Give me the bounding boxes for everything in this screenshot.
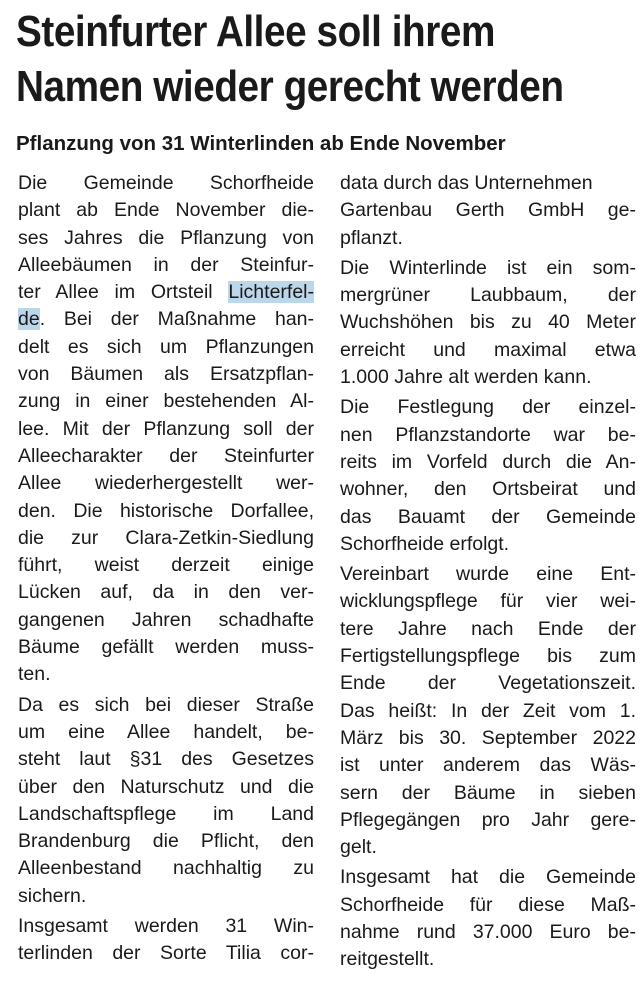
article-text-line: Insgesamt werden 31 Win-	[18, 915, 314, 938]
article-text-line: mergrüner Laubbaum, der	[340, 284, 636, 307]
article-text-line: sichern.	[18, 884, 87, 907]
article-text-line: plant ab Ende November die-	[18, 199, 314, 222]
article-text-line: delt es sich um Pflanzungen	[18, 335, 314, 358]
article-text-line: terlinden der Sorte Tilia cor-	[18, 942, 314, 965]
article-text-line: Gartenbau Gerth GmbH ge-	[340, 199, 636, 222]
article-text-line: ses Jahres die Pflanzung von	[18, 226, 314, 249]
article-text-line: das Bauamt der Gemeinde	[340, 505, 636, 528]
article-text-line: Pflegegängen pro Jahr gere-	[340, 808, 636, 831]
article-text-line: Ende der Vegetationszeit.	[340, 672, 636, 695]
text-fragment: ter Allee im Ortsteil	[18, 281, 229, 304]
article-text-line: die zur Clara-Zetkin-Siedlung	[18, 526, 314, 549]
article-text-line: Da es sich bei dieser Straße	[18, 693, 314, 716]
article-text-line: lee. Mit der Pflanzung soll der	[18, 417, 314, 440]
article-text-line: Allee wiederhergestellt wer-	[18, 472, 314, 495]
article-text-line: Alleebäumen in der Steinfur-	[18, 253, 314, 276]
article-column-right	[340, 170, 636, 974]
article-text-line: zung in einer bestehenden Al-	[18, 390, 314, 413]
article-text-line: tere Jahre nach Ende der	[340, 617, 636, 640]
article-text-line: führt, weist derzeit einige	[18, 554, 314, 577]
article-text-line: über den Naturschutz und die	[18, 775, 314, 798]
article-headline	[16, 4, 562, 114]
article-column-left	[18, 170, 314, 968]
article-text-line: wicklungspflege für vier wei-	[340, 590, 636, 613]
article-text-line: reits im Vorfeld durch die An-	[340, 450, 636, 473]
article-text-line: data durch das Unternehmen	[340, 172, 593, 194]
article-text-line: pflanzt.	[340, 226, 403, 249]
article-text-line: Alleecharakter der Steinfurter	[18, 444, 314, 467]
article-text-line: Die Festlegung der einzel-	[340, 396, 636, 419]
highlighted-text[interactable]: de	[18, 308, 40, 331]
article-text-line: gangenen Jahren schadhafte	[18, 608, 314, 631]
article-text-line: März bis 30. September 2022	[340, 726, 636, 749]
article-text-line: Insgesamt hat die Gemeinde	[340, 866, 636, 889]
article-text-line: steht laut §31 des Gesetzes	[18, 748, 314, 771]
headline-line-2: Namen wieder gerecht werden	[16, 62, 564, 111]
headline-line-1: Steinfurter Allee soll ihrem	[16, 7, 495, 56]
article-text-line: Die Gemeinde Schorfheide	[18, 172, 314, 194]
text-fragment: . Bei der Maßnahme han-	[39, 308, 314, 331]
article-text-line: von Bäumen als Ersatzpflan-	[18, 363, 314, 386]
article-text-line: Landschaftspflege im Land	[18, 802, 314, 825]
article-text-line: Brandenburg die Pflicht, den	[18, 830, 314, 853]
article-text-line: Alleenbestand nachhaltig zu	[18, 857, 314, 880]
article-text-line	[18, 306, 314, 333]
article-text-line: sern der Bäume in sieben	[340, 781, 636, 804]
article-text-line: Fertigstellungspflege bis zum	[340, 645, 636, 668]
article-text-line: nen Pflanzstandorte war be-	[340, 423, 636, 446]
article-text-line: Das heißt: In der Zeit vom 1.	[340, 699, 636, 722]
article-text-line: Lücken auf, da in den ver-	[18, 581, 314, 604]
article-text-line: um eine Allee handelt, be-	[18, 720, 314, 743]
article-text-line: Bäume gefällt werden muss-	[18, 636, 314, 659]
highlighted-text[interactable]: Lichterfel-	[228, 281, 314, 304]
article-text-line: Wuchshöhen bis zu 40 Meter	[340, 311, 636, 334]
article-text-line: den. Die historische Dorfallee,	[18, 499, 314, 522]
article-text-line: Die Winterlinde ist ein som-	[340, 256, 636, 279]
article-text-line: gelt.	[340, 836, 377, 859]
article-text-line	[18, 279, 314, 306]
article-text-line: 1.000 Jahre alt werden kann.	[340, 366, 592, 389]
article-text-line: ten.	[18, 663, 51, 686]
article-text-line: nahme rund 37.000 Euro be-	[340, 921, 636, 944]
article-text-line: erreicht und maximal etwa	[340, 338, 636, 361]
article-text-line: wohner, den Ortsbeirat und	[340, 478, 636, 501]
article-text-line: Schorfheide für diese Maß-	[340, 893, 636, 916]
article-text-line: Vereinbart wurde eine Ent-	[340, 563, 636, 586]
article-text-line: Schorfheide erfolgt.	[340, 532, 510, 555]
article-subheadline: Pflanzung von 31 Winterlinden ab Ende November	[16, 132, 506, 155]
article-text-line: reitgestellt.	[340, 948, 435, 971]
article-text-line: ist unter anderem das Wäs-	[340, 754, 636, 777]
